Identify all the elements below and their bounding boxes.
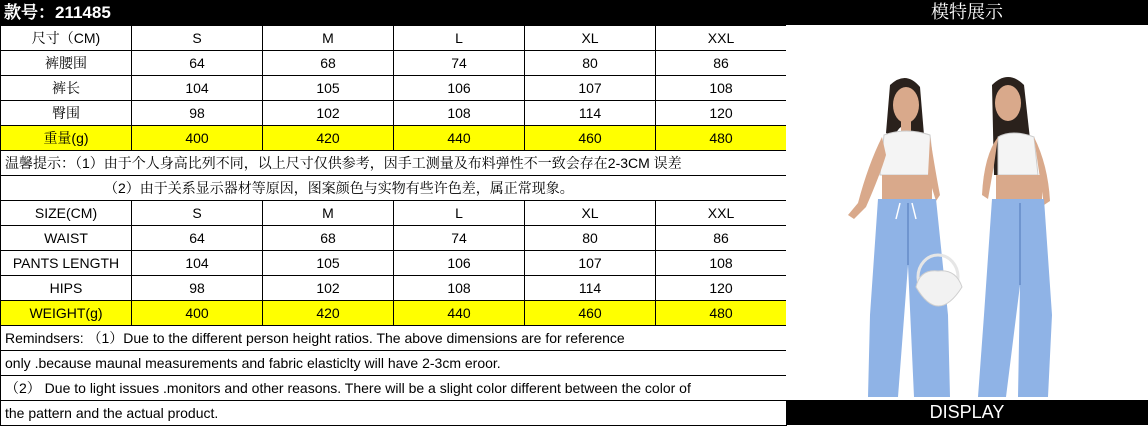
- en-header-cell: XXL: [656, 201, 787, 226]
- table-row: [1, 276, 787, 301]
- row-label: 裤长: [1, 76, 132, 101]
- row-label: PANTS LENGTH: [1, 251, 132, 276]
- model-illustration: [786, 25, 1148, 400]
- table-cell: 400: [132, 126, 263, 151]
- table-row: [1, 101, 787, 126]
- table-cell: 104: [132, 251, 263, 276]
- table-cell: 106: [394, 76, 525, 101]
- model-display-panel: [786, 0, 1148, 425]
- weight-row: [1, 126, 787, 151]
- size-table: [0, 25, 787, 426]
- table-cell: 114: [525, 276, 656, 301]
- en-note-1: Remindsers: （1）Due to the different person height ratios. The above dimensions are for reference: [1, 326, 787, 351]
- table-cell: 400: [132, 301, 263, 326]
- table-cell: 460: [525, 126, 656, 151]
- table-cell: 107: [525, 251, 656, 276]
- note-row: [1, 376, 787, 401]
- weight-row: [1, 301, 787, 326]
- table-cell: 107: [525, 76, 656, 101]
- model-front: [848, 78, 962, 397]
- table-cell: 86: [656, 226, 787, 251]
- cn-header-cell: M: [263, 26, 394, 51]
- table-cell: 74: [394, 226, 525, 251]
- table-cell: 102: [263, 276, 394, 301]
- table-cell: 104: [132, 76, 263, 101]
- table-cell: 98: [132, 276, 263, 301]
- en-header-row: [1, 201, 787, 226]
- table-cell: 106: [394, 251, 525, 276]
- note-row: [1, 351, 787, 376]
- table-cell: 420: [263, 126, 394, 151]
- table-cell: 108: [394, 101, 525, 126]
- model-photo: [786, 25, 1148, 400]
- table-cell: 64: [132, 51, 263, 76]
- table-cell: 440: [394, 301, 525, 326]
- table-row: [1, 226, 787, 251]
- table-cell: 420: [263, 301, 394, 326]
- note-row: [1, 151, 787, 176]
- row-label: 臀围: [1, 101, 132, 126]
- en-header-cell: M: [263, 201, 394, 226]
- table-row: [1, 251, 787, 276]
- table-row: [1, 76, 787, 101]
- table-cell: 460: [525, 301, 656, 326]
- row-label: 裤腰围: [1, 51, 132, 76]
- row-label: 重量(g): [1, 126, 132, 151]
- table-cell: 105: [263, 76, 394, 101]
- note-row: [1, 401, 787, 426]
- en-header-cell: S: [132, 201, 263, 226]
- note-row: [1, 176, 787, 201]
- table-cell: 108: [656, 76, 787, 101]
- table-cell: 86: [656, 51, 787, 76]
- table-cell: 98: [132, 101, 263, 126]
- en-header-cell: L: [394, 201, 525, 226]
- en-note-3: （2） Due to light issues .monitors and other reasons. There will be a slight color different between the color of: [1, 376, 787, 401]
- table-cell: 440: [394, 126, 525, 151]
- table-cell: 80: [525, 226, 656, 251]
- model-display-title: 模特展示: [786, 0, 1148, 25]
- table-cell: 108: [394, 276, 525, 301]
- table-cell: 108: [656, 251, 787, 276]
- cn-header-cell: 尺寸（CM): [1, 26, 132, 51]
- row-label: WAIST: [1, 226, 132, 251]
- table-cell: 68: [263, 51, 394, 76]
- en-note-2: only .because maunal measurements and fabric elasticlty will have 2-3cm eroor.: [1, 351, 787, 376]
- cn-note-2: （2）由于关系显示器材等原因，图案颜色与实物有些许色差，属正常现象。: [1, 176, 787, 201]
- cn-header-cell: L: [394, 26, 525, 51]
- cn-header-row: [1, 26, 787, 51]
- table-cell: 480: [656, 301, 787, 326]
- row-label: HIPS: [1, 276, 132, 301]
- cn-header-cell: S: [132, 26, 263, 51]
- table-cell: 105: [263, 251, 394, 276]
- en-header-cell: SIZE(CM): [1, 201, 132, 226]
- cn-header-cell: XL: [525, 26, 656, 51]
- note-row: [1, 326, 787, 351]
- model-back: [978, 77, 1052, 397]
- table-cell: 480: [656, 126, 787, 151]
- cn-note-1: 温馨提示：（1）由于个人身高比列不同，以上尺寸仅供参考，因手工测量及布料弹性不一致会存在2-3CM 误差: [1, 151, 787, 176]
- style-number-header: 款号：211485: [0, 0, 786, 25]
- table-cell: 102: [263, 101, 394, 126]
- table-cell: 120: [656, 276, 787, 301]
- table-cell: 74: [394, 51, 525, 76]
- table-cell: 114: [525, 101, 656, 126]
- display-footer: DISPLAY: [786, 400, 1148, 425]
- en-header-cell: XL: [525, 201, 656, 226]
- table-row: [1, 51, 787, 76]
- row-label: WEIGHT(g): [1, 301, 132, 326]
- table-cell: 68: [263, 226, 394, 251]
- cn-header-cell: XXL: [656, 26, 787, 51]
- table-cell: 120: [656, 101, 787, 126]
- en-note-4: the pattern and the actual product.: [1, 401, 787, 426]
- table-cell: 80: [525, 51, 656, 76]
- table-cell: 64: [132, 226, 263, 251]
